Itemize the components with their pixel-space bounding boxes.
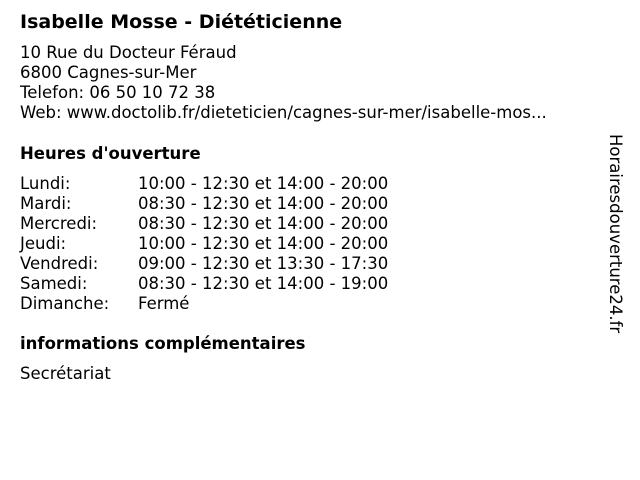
hours-time: 08:30 - 12:30 et 14:00 - 19:00 — [138, 274, 389, 293]
opening-hours-heading: Heures d'ouverture — [20, 144, 201, 163]
phone-number[interactable]: Telefon: 06 50 10 72 38 — [20, 83, 216, 102]
hours-day: Mercredi: — [20, 214, 98, 233]
site-watermark: Horairesdouverture24.fr — [606, 134, 625, 334]
address-street: 10 Rue du Docteur Féraud — [20, 43, 237, 62]
hours-day: Jeudi: — [20, 234, 67, 253]
website-link[interactable]: Web: www.doctolib.fr/dieteticien/cagnes-sur-mer/isabelle-mos... — [20, 103, 547, 122]
page-title: Isabelle Mosse - Diététicienne — [20, 11, 343, 33]
hours-time: 08:30 - 12:30 et 14:00 - 20:00 — [138, 214, 389, 233]
hours-time: 08:30 - 12:30 et 14:00 - 20:00 — [138, 194, 389, 213]
hours-day: Samedi: — [20, 274, 88, 293]
additional-info-heading: informations complémentaires — [20, 334, 306, 353]
address-city: 6800 Cagnes-sur-Mer — [20, 63, 197, 82]
hours-time: 10:00 - 12:30 et 14:00 - 20:00 — [138, 234, 389, 253]
hours-time: Fermé — [138, 294, 190, 313]
hours-day: Vendredi: — [20, 254, 99, 273]
hours-day: Mardi: — [20, 194, 72, 213]
additional-info-text: Secrétariat — [20, 364, 111, 383]
hours-time: 09:00 - 12:30 et 13:30 - 17:30 — [138, 254, 389, 273]
hours-day: Dimanche: — [20, 294, 110, 313]
hours-day: Lundi: — [20, 174, 71, 193]
address-block — [20, 43, 547, 123]
hours-time: 10:00 - 12:30 et 14:00 - 20:00 — [138, 174, 389, 193]
